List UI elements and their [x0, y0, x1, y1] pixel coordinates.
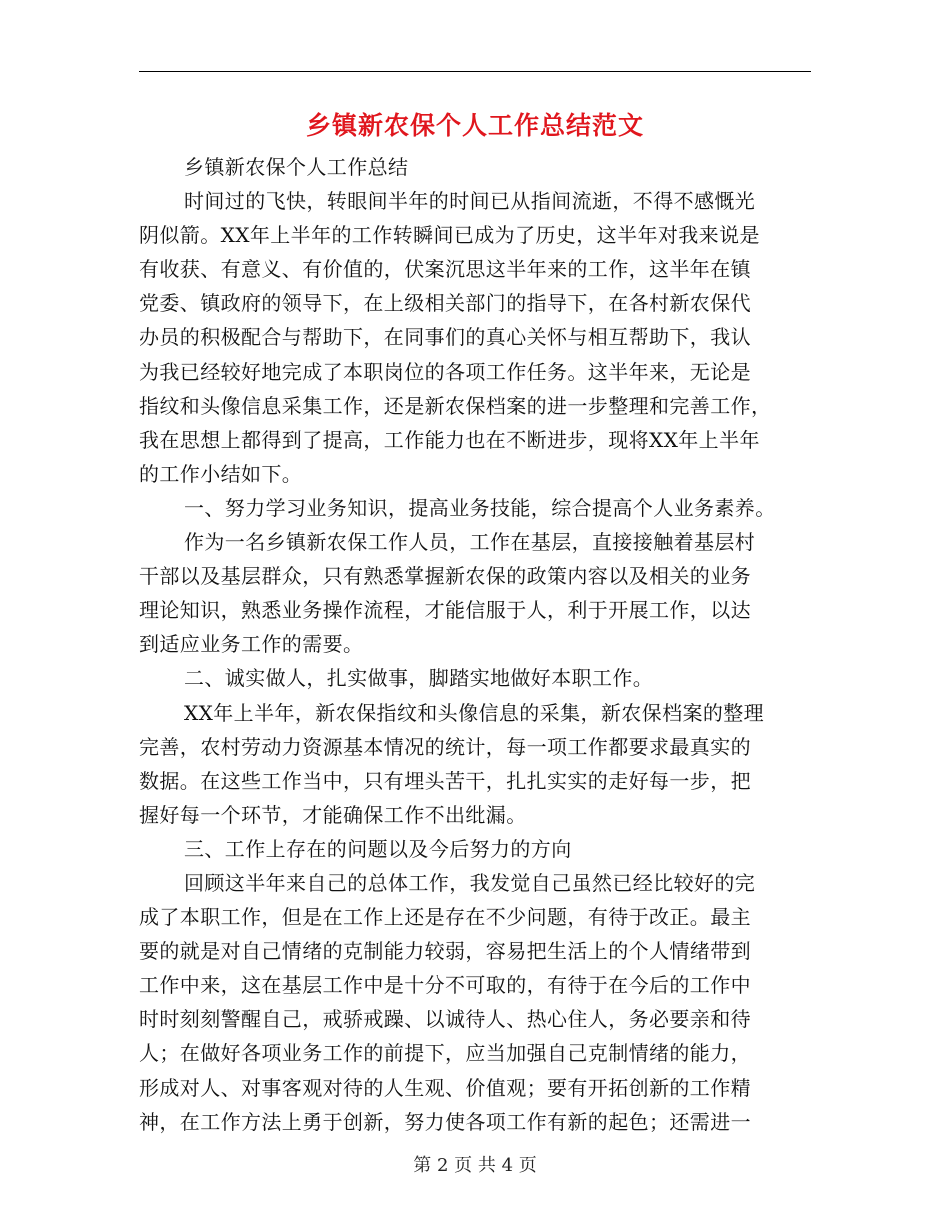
paragraph-line: 时间过的飞快，转眼间半年的时间已从指间流逝，不得不感慨光	[184, 189, 756, 214]
paragraph-line: 神，在工作方法上勇于创新，努力使各项工作有新的起色；还需进一	[139, 1109, 751, 1134]
paragraph-line: 到适应业务工作的需要。	[139, 632, 364, 657]
paragraph-line: 党委、镇政府的领导下，在上级相关部门的指导下，在各村新农保代	[139, 291, 751, 316]
paragraph-line: 握好每一个环节，才能确保工作不出纰漏。	[139, 802, 527, 827]
paragraph-line: 成了本职工作，但是在工作上还是存在不少问题，有待于改正。最主	[139, 905, 751, 930]
document-title: 乡镇新农保个人工作总结范文	[305, 111, 644, 140]
paragraph-line: 阴似箭。XX年上半年的工作转瞬间已成为了历史，这半年对我来说是	[139, 223, 760, 248]
paragraph-line: 回顾这半年来自己的总体工作，我发觉自己虽然已经比较好的完	[184, 870, 756, 895]
paragraph-line: 二、诚实做人，扎实做事，脚踏实地做好本职工作。	[184, 666, 654, 691]
paragraph-line: 一、努力学习业务知识，提高业务技能，综合提高个人业务素养。	[184, 495, 776, 520]
paragraph-line: 三、工作上存在的问题以及今后努力的方向	[184, 836, 572, 861]
paragraph-line: 理论知识，熟悉业务操作流程，才能信服于人，利于开展工作，以达	[139, 598, 751, 623]
paragraph-line: 干部以及基层群众，只有熟悉掌握新农保的政策内容以及相关的业务	[139, 564, 751, 589]
paragraph-line: 形成对人、对事客观对待的人生观、价值观；要有开拓创新的工作精	[139, 1075, 751, 1100]
document-body	[139, 150, 811, 1139]
paragraph-line: XX年上半年，新农保指纹和头像信息的采集，新农保档案的整理	[184, 700, 765, 725]
paragraph-line: 有收获、有意义、有价值的，伏案沉思这半年来的工作，这半年在镇	[139, 257, 751, 282]
paragraph-line: 要的就是对自己情绪的克制能力较弱，容易把生活上的个人情绪带到	[139, 939, 751, 964]
paragraph-line: 作为一名乡镇新农保工作人员，工作在基层，直接接触着基层村	[184, 530, 756, 555]
paragraph-line: 办员的积极配合与帮助下，在同事们的真心关怀与相互帮助下，我认	[139, 325, 751, 350]
paragraph-line: 工作中来，这在基层工作中是十分不可取的，有待于在今后的工作中	[139, 973, 751, 998]
paragraph-line: 我在思想上都得到了提高，工作能力也在不断进步，现将XX年上半年	[139, 427, 760, 452]
page-footer: 第 2 页 共 4 页	[413, 1155, 537, 1176]
paragraph-line: 为我已经较好地完成了本职岗位的各项工作任务。这半年来，无论是	[139, 359, 751, 384]
paragraph-line: 乡镇新农保个人工作总结	[184, 155, 409, 179]
paragraph-line: 时时刻刻警醒自己，戒骄戒躁、以诚待人、热心住人，务必要亲和待	[139, 1007, 751, 1032]
paragraph-line: 完善，农村劳动力资源基本情况的统计，每一项工作都要求最真实的	[139, 734, 751, 759]
paragraph-line: 的工作小结如下。	[139, 461, 303, 486]
header-rule	[139, 71, 811, 72]
paragraph-line: 人；在做好各项业务工作的前提下，应当加强自己克制情绪的能力，	[139, 1041, 751, 1066]
paragraph-line: 指纹和头像信息采集工作，还是新农保档案的进一步整理和完善工作，	[139, 393, 772, 418]
paragraph-line: 数据。在这些工作当中，只有埋头苦干，扎扎实实的走好每一步，把	[139, 768, 751, 793]
